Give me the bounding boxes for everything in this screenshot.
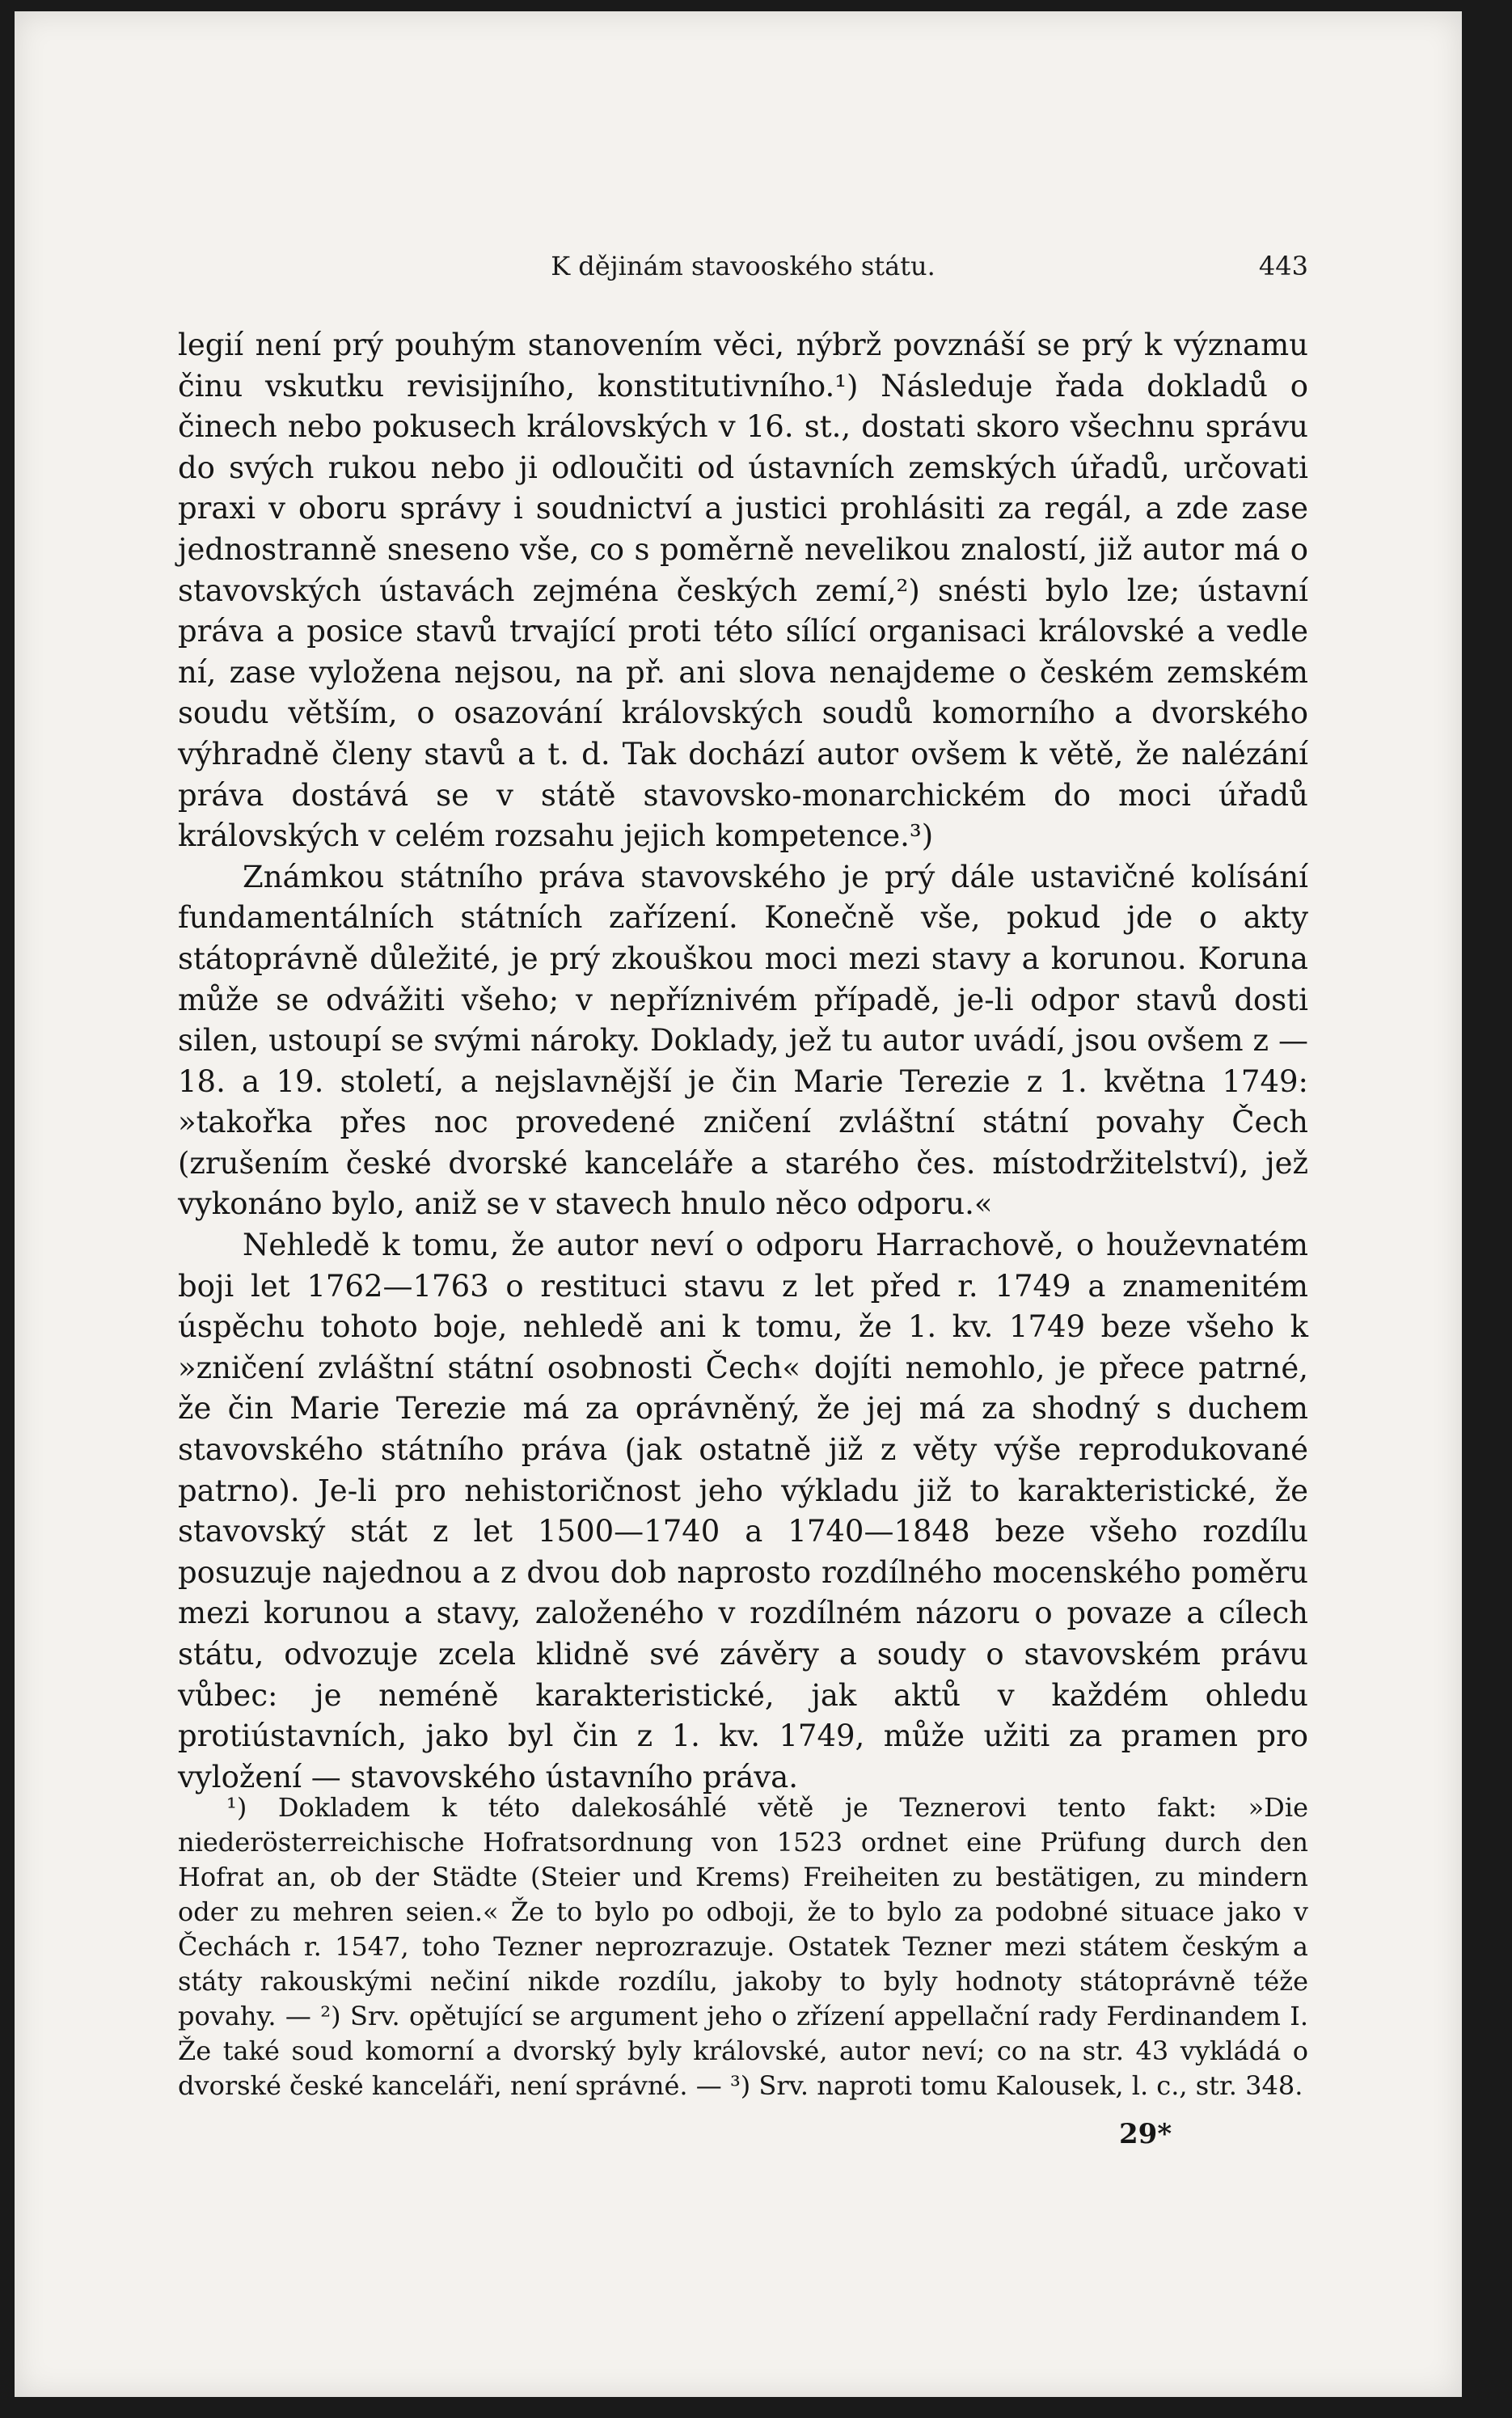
paragraph: Známkou státního práva stavovského je prý dále ustavičné kolísání fundamentálních státních zařízení. Konečně vše, pokud jde o akty státoprávně důležité, je prý zkouškou moci mezi stavy a korunou. Koruna může se odvážiti všeho; v nepříznivém případě, je-li odpor stavů dosti silen, ustoupí se svými nároky. Doklady, jež tu autor uvádí, jsou ovšem z — 18. a 19. století, a nejslavnější je čin Marie Terezie z 1. května 1749: »takořka přes noc provedené zničení zvláštní státní povahy Čech (zrušením české dvorské kanceláře a starého čes. místodržitelství), jež vykonáno bylo, aniž se v stavech hnulo něco odporu.« (178, 859, 1308, 1222)
running-title: K dějinám stavooského státu. (551, 251, 935, 281)
paragraph: legií není prý pouhým stanovením věci, nýbrž povznáší se prý k významu činu vskutku revisijního, konstitutivního.¹) Následuje řada dokladů o činech nebo pokusech královských v 16. st., dostati skoro všechnu správu do svých rukou nebo ji odloučiti od ústavních zemských úřadů, určovati praxi v oboru správy i soudnictví a justici prohlásiti za regál, a zde zase jednostranně sneseno vše, co s poměrně nevelikou znalostí, již autor má o stavovských ústavách zejména českých zemí,²) snésti bylo lze; ústavní práva a posice stavů trvající proti této sílící organisaci královské a vedle ní, zase vyložena nejsou, na př. ani slova nenajdeme o českém zemském soudu větším, o osazování královských soudů komorního a dvorského výhradně členy stavů a t. d. Tak dochází autor ovšem k větě, že nalézání práva dostává se v státě stavovsko-monarchickém do moci úřadů královských v celém rozsahu jejich kompetence.³) (178, 328, 1308, 854)
footnote-text: ¹) Dokladem k této dalekosáhlé větě je Teznerovi tento fakt: »Die niederösterreichische Hofratsordnung von 1523 ordnet eine Prüfung durch den Hofrat an, ob der Städte (Steier und Krems) Freiheiten zu bestätigen, zu mindern oder zu mehren seien.« Že to bylo po odboji, že to bylo za podobné situace jako v Čechách r. 1547, toho Tezner neprozrazuje. Ostatek Tezner mezi státem českým a státy rakouskými nečiní nikde rozdílu, jakoby to byly hodnoty státoprávně téže povahy. — ²) Srv. opětující se argument jeho o zřízení appellační rady Ferdinandem I. Že také soud komorní a dvorský byly královské, autor neví; co na str. 43 vykládá o dvorské české kanceláři, není správné. — ³) Srv. naproti tomu Kalousek, l. c., str. 348. (178, 1792, 1308, 2101)
main-text (178, 325, 1308, 1798)
paragraph: Nehledě k tomu, že autor neví o odporu Harrachově, o houževnatém boji let 1762—1763 o restituci stavu z let před r. 1749 a znamenitém úspěchu tohoto boje, nehledě ani k tomu, že 1. kv. 1749 beze všeho k »zničení zvláštní státní osobnosti Čech« dojíti nemohlo, je přece patrné, že čin Marie Terezie má za oprávněný, že jej má za shodný s duchem stavovského státního práva (jak ostatně již z věty výše reprodukované patrno). Je-li pro nehistoričnost jeho výkladu již to karakteristické, že stavovský stát z let 1500—1740 a 1740—1848 beze všeho rozdílu posuzuje najednou a z dvou dob naprosto rozdílného mocenského poměru mezi korunou a stavy, založeného v rozdílném názoru o povaze a cílech státu, odvozuje zcela klidně své závěry a soudy o stavovském právu vůbec: je neméně karakteristické, jak aktů v každém ohledu protiústavních, jako byl čin z 1. kv. 1749, může užiti za pramen pro vyložení — stavovského ústavního práva. (178, 1228, 1308, 1794)
scanned-page (15, 11, 1462, 2397)
page-number: 443 (1258, 251, 1308, 281)
signature-mark: 29* (1119, 2118, 1172, 2150)
footnotes (178, 1790, 1308, 2103)
